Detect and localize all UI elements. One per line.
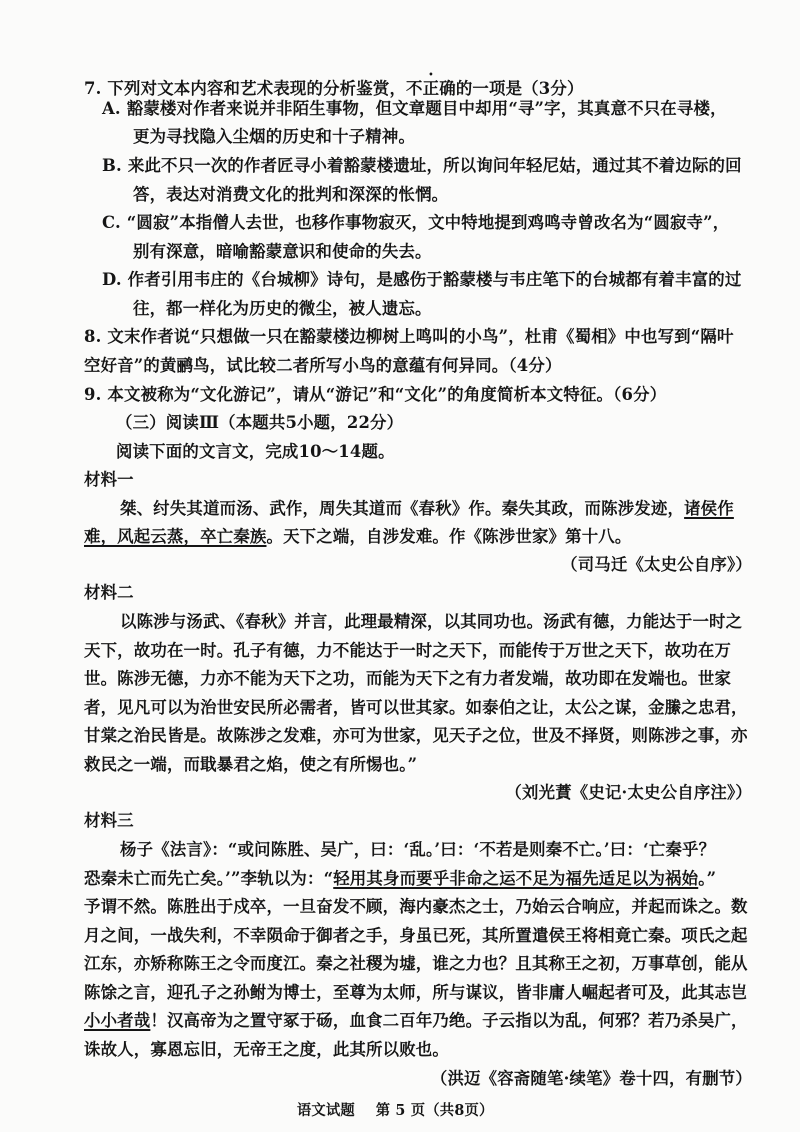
material3-underlined-2: 小小者哉 (84, 1011, 151, 1030)
material3-label: 材料三 (84, 811, 134, 830)
q7-stem-text-b: 确的一项是（3分） (439, 79, 584, 98)
material1-line1-text: 桀、纣失其道而汤、武作，周失其道而《春秋》作。秦失其政，而陈涉发迹， (120, 499, 685, 518)
material1-source: （司马迁《太史公自序》） (561, 555, 752, 574)
material2-line: 以陈涉与汤武、《春秋》并言，此理最精深，以其同功也。汤武有德，力能达于一时之 (120, 612, 743, 631)
material2-line: 世。陈涉无德，力亦不能为天下之功，而能为天下之有力者发端，故功即在发端也。世家 (84, 669, 732, 688)
material3-line7 (84, 1010, 748, 1032)
material3-line2-text-a: 恐秦未亡而先亡矣。’”李轨以为：“ (84, 869, 334, 888)
q8-line1: 8. 文末作者说“只想做一只在豁蒙楼边柳树上鸣叫的小鸟”，杜甫《蜀相》中也写到“隔叶 (84, 327, 734, 346)
q7-option-b-line2: 答，表达对消费文化的批判和深深的怅惘。 (133, 185, 449, 204)
material2-line: 甘棠之治民皆是。故陈涉之发难，亦可为世家，见天子之位，世及不择贤，则陈涉之事，亦 (84, 726, 748, 745)
q7-stem-emphasis: 正 (422, 79, 440, 98)
q7-option-c-line2: 别有深意，暗喻豁蒙意识和使命的失去。 (133, 242, 432, 261)
q7-option-c-line1: C. “圆寂”本指僧人去世，也移作事物寂灭，文中特地提到鸡鸣寺曾改名为“圆寂寺”， (102, 213, 730, 232)
material3-line7-text: ！汉高帝为之置守冢于砀，血食二百年乃绝。子云指以为乱，何邪？若乃杀吴广， (150, 1011, 748, 1030)
material3-line2 (84, 868, 716, 890)
footer-page-number: 第 5 页（共8页） (375, 1102, 494, 1119)
material3-line3: 予谓不然。陈胜出于戍卒，一旦奋发不顾，海内豪杰之士，乃始云合响应，并起而诛之。数 (84, 897, 748, 916)
material3-source: （洪迈《容斋随笔·续笔》卷十四，有删节） (430, 1069, 752, 1088)
material1-line2 (84, 526, 632, 548)
material3-line1: 杨子《法言》：“或问陈胜、吴广，曰：‘乱。’曰：‘不若是则秦不亡。’曰：‘亡秦乎？ (120, 840, 716, 859)
material3-line5: 江东，亦矫称陈王之令而度江。秦之社稷为墟，谁之力也？且其称王之初，万事草创，能从 (84, 954, 748, 973)
q7-option-a-line2: 更为寻找隐入尘烟的历史和十子精神。 (133, 127, 416, 146)
section3-title: （三）阅读Ⅲ（本题共5小题，22分） (116, 413, 404, 432)
material2-source: （刘光蕡《史记·太史公自序注》） (505, 783, 752, 802)
section3-intro: 阅读下面的文言文，完成10～14题。 (116, 442, 395, 461)
material1-line1 (120, 498, 734, 520)
material3-line4: 月之间，一战失利，不幸陨命于御者之手，身虽已死，其所置遣侯王将相竟亡秦。项氏之起 (84, 926, 748, 945)
material1-underlined-2: 难，风起云蒸，卒亡秦族 (84, 527, 267, 546)
material3-line8: 诛故人，寡恩忘旧，无帝王之度，此其所以败也。 (84, 1040, 449, 1059)
page-footer (0, 1100, 790, 1122)
q7-option-a-line1: A. 豁蒙楼对作者来说并非陌生事物，但文章题目中却用“寻”字，其真意不只在寻楼， (102, 99, 727, 118)
material3-underlined-1: 轻用其身而要乎非命之运不足为福先适足以为祸始 (333, 869, 699, 888)
material3-line2-text-b: 。” (698, 869, 717, 888)
material2-line: 者，见凡可以为治世安民所必需者，皆可以世其家。如泰伯之让，太公之谋，金縢之忠君， (84, 698, 748, 717)
material2-line: 救民之一端，而戢暴君之焰，使之有所惕也。” (84, 755, 418, 774)
q9: 9. 本文被称为“文化游记”，请从“游记”和“文化”的角度简析本文特征。（6分） (84, 385, 667, 404)
material1-label: 材料一 (84, 470, 134, 489)
material1-underlined-1: 诸侯作 (684, 499, 734, 518)
footer-subject: 语文试题 (296, 1102, 355, 1119)
material2-label: 材料二 (84, 583, 134, 602)
q8-line2: 空好音”的黄鹂鸟，试比较二者所写小鸟的意蕴有何异同。（4分） (84, 356, 562, 375)
q7-option-b-line1: B. 来此不只一次的作者匠寻小着豁蒙楼遗址，所以询问年轻尼姑，通过其不着边际的回 (102, 156, 742, 175)
q7-option-d-line1: D. 作者引用韦庄的《台城柳》诗句，是感伤于豁蒙楼与韦庄笔下的台城都有着丰富的过 (102, 270, 742, 289)
material3-line6: 陈馀之言，迎孔子之孙鲋为博士，至尊为太师，所与谋议，皆非庸人崛起者可及，此其志岂 (84, 983, 748, 1002)
q7-stem (84, 69, 584, 100)
q7-stem-text-a: 7. 下列对文本内容和艺术表现的分析鉴赏，不 (84, 79, 423, 98)
material1-line2-text: 。天下之端，自涉发难。作《陈涉世家》第十八。 (266, 527, 632, 546)
q7-option-d-line2: 往，都一样化为历史的微尘，被人遗忘。 (133, 299, 432, 318)
material2-line: 天下，故功在一时。孔子有德，力不能达于一时之天下，而能传于万世之天下，故功在万 (84, 641, 732, 660)
